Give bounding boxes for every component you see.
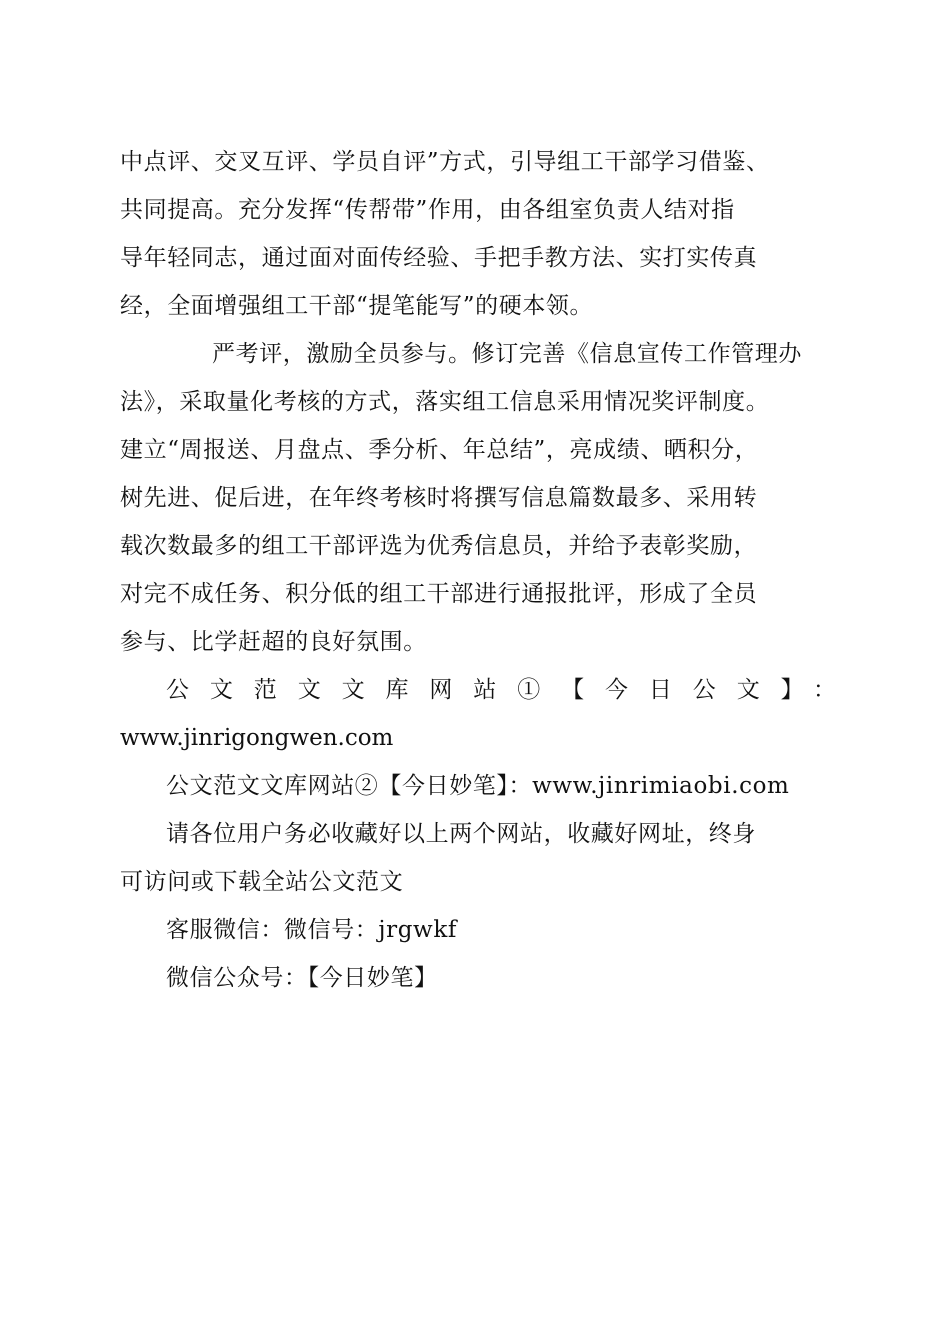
text-line: 中点评、交叉互评、学员自评”方式，引导组工干部学习借鉴、 [120, 149, 770, 175]
notice-block [120, 810, 840, 906]
text-line: 建立“周报送、月盘点、季分析、年总结”，亮成绩、晒积分， [120, 437, 759, 463]
customer-service-block [120, 906, 840, 954]
text-line: 参与、比学赶超的良好氛围。 [120, 629, 427, 655]
paragraph-evaluation [120, 330, 840, 666]
text-line: 对完不成任务、积分低的组工干部进行通报批评，形成了全员 [120, 581, 758, 607]
wechat-account-block [120, 954, 840, 1002]
text-line: 可访问或下载全站公文范文 [120, 869, 404, 895]
customer-service-wechat: 客服微信：微信号：jrgwkf [166, 917, 457, 943]
text-line: 树先进、促后进，在年终考核时将撰写信息篇数最多、采用转 [120, 485, 758, 511]
website-1-label: 公文范文文库网站①【今日公文】： [166, 677, 840, 703]
document-page [120, 138, 840, 1002]
wechat-official-account: 微信公众号：【今日妙笔】 [166, 965, 438, 991]
text-line: 载次数最多的组工干部评选为优秀信息员，并给予表彰奖励， [120, 533, 758, 559]
text-line: 请各位用户务必收藏好以上两个网站，收藏好网址，终身 [166, 821, 756, 847]
text-line: 经，全面增强组工干部“提笔能写”的硬本领。 [120, 293, 594, 319]
text-line: 严考评，激励全员参与。修订完善《信息宣传工作管理办 [212, 341, 802, 367]
paragraph-training [120, 138, 840, 330]
text-line: 导年轻同志，通过面对面传经验、手把手教方法、实打实传真 [120, 245, 758, 271]
text-line: 法》，采取量化考核的方式，落实组工信息采用情况奖评制度。 [120, 389, 770, 415]
website-1-link[interactable]: www.jinrigongwen.com [120, 725, 394, 751]
website-2-link[interactable]: 公文范文文库网站②【今日妙笔】：www.jinrimiaobi.com [166, 773, 790, 799]
text-line: 共同提高。充分发挥“传帮带”作用，由各组室负责人结对指 [120, 197, 735, 223]
website-2-block [120, 762, 840, 810]
website-1-block [120, 666, 840, 762]
